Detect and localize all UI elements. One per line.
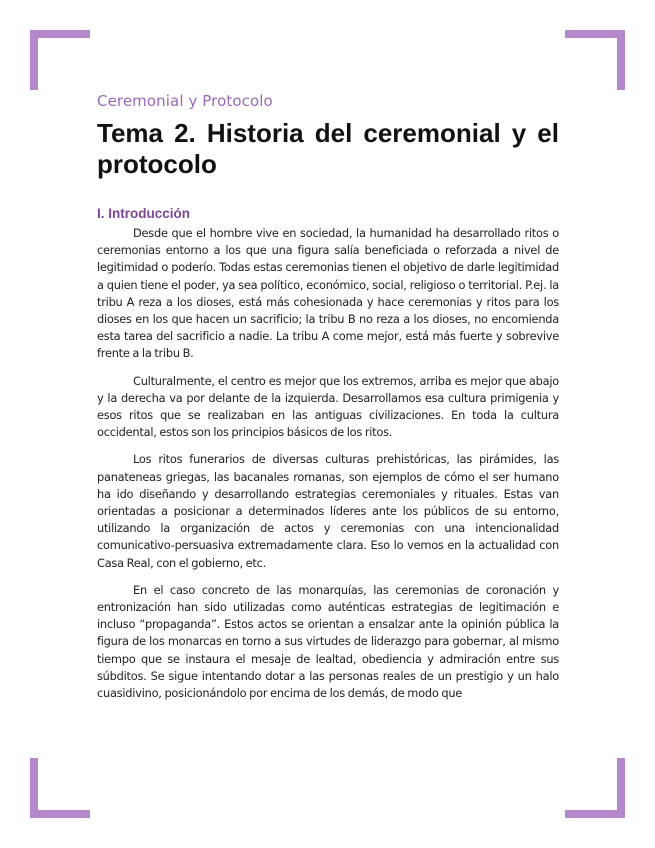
section-heading: I. Introducción — [97, 206, 190, 221]
corner-mark-top-right — [565, 30, 625, 90]
paragraph-2: Culturalmente, el centro es mejor que los extremos, arriba es mejor que abajo y la derecha va por delante de la izquierda. Desarrollamos esa cultura primigenia y esos ritos que se realizaban en las antiguas civilizaciones. En toda la cultura occidental, estos son los principios básicos de los ritos. — [97, 373, 559, 440]
corner-mark-bottom-left — [30, 758, 90, 818]
paragraph-4: En el caso concreto de las monarquías, las ceremonias de coronación y entronización han sido utilizadas como auténticas estrategias de legitimación e incluso “propaganda”. Estos actos se orientan a ensalzar ante la opinión pública la figura de los monarcas en torno a sus virtudes de liderazgo para gobernar, al mismo tiempo que se instaura el mesaje de lealtad, obediencia y admiración entre sus súbditos. Se sigue intentando dotar a las personas reales de un prestigio y un halo cuasidivino, posicionándolo por encima de los demás, de modo que — [97, 582, 559, 701]
page-title: Tema 2. Historia del ceremonial y el protocolo — [97, 118, 559, 179]
corner-mark-bottom-right — [565, 758, 625, 818]
corner-mark-top-left — [30, 30, 90, 90]
paragraph-3: Los ritos funerarios de diversas culturas prehistóricas, las pirámides, las panateneas griegas, las bacanales romanas, son ejemplos de cómo el ser humano ha ido diseñando y desarrollando estrategias ceremoniales y rituales. Estas van orientadas a posicionar a determinados líderes ante los públicos de su entorno, utilizando la organización de actos y ceremonias con una intencionalidad comunicativo-persuasiva extremadamente clara. Eso lo vemos en la actualidad con Casa Real, con el gobierno, etc. — [97, 452, 559, 570]
subject-label: Ceremonial y Protocolo — [97, 92, 273, 110]
paragraph-1: Desde que el hombre vive en sociedad, la humanidad ha desarrollado ritos o ceremonias entorno a los que una figura salía beneficiada o reforzada a nivel de legitimidad o poderío. Todas estas ceremonias tienen el objetivo de darle legitimidad a quien tiene el poder, ya sea político, económico, social, religioso o territorial. P.ej. la tribu A reza a los dioses, está más cohesionada y hace ceremonias y ritos para los dioses en los que hacen un sacrificio; la tribu B no reza a los dioses, no encomienda esta tarea del sacrificio a nadie. La tribu A come mejor, está más fuerte y sobrevive frente a la tribu B. — [97, 226, 559, 361]
page-content — [97, 92, 559, 712]
